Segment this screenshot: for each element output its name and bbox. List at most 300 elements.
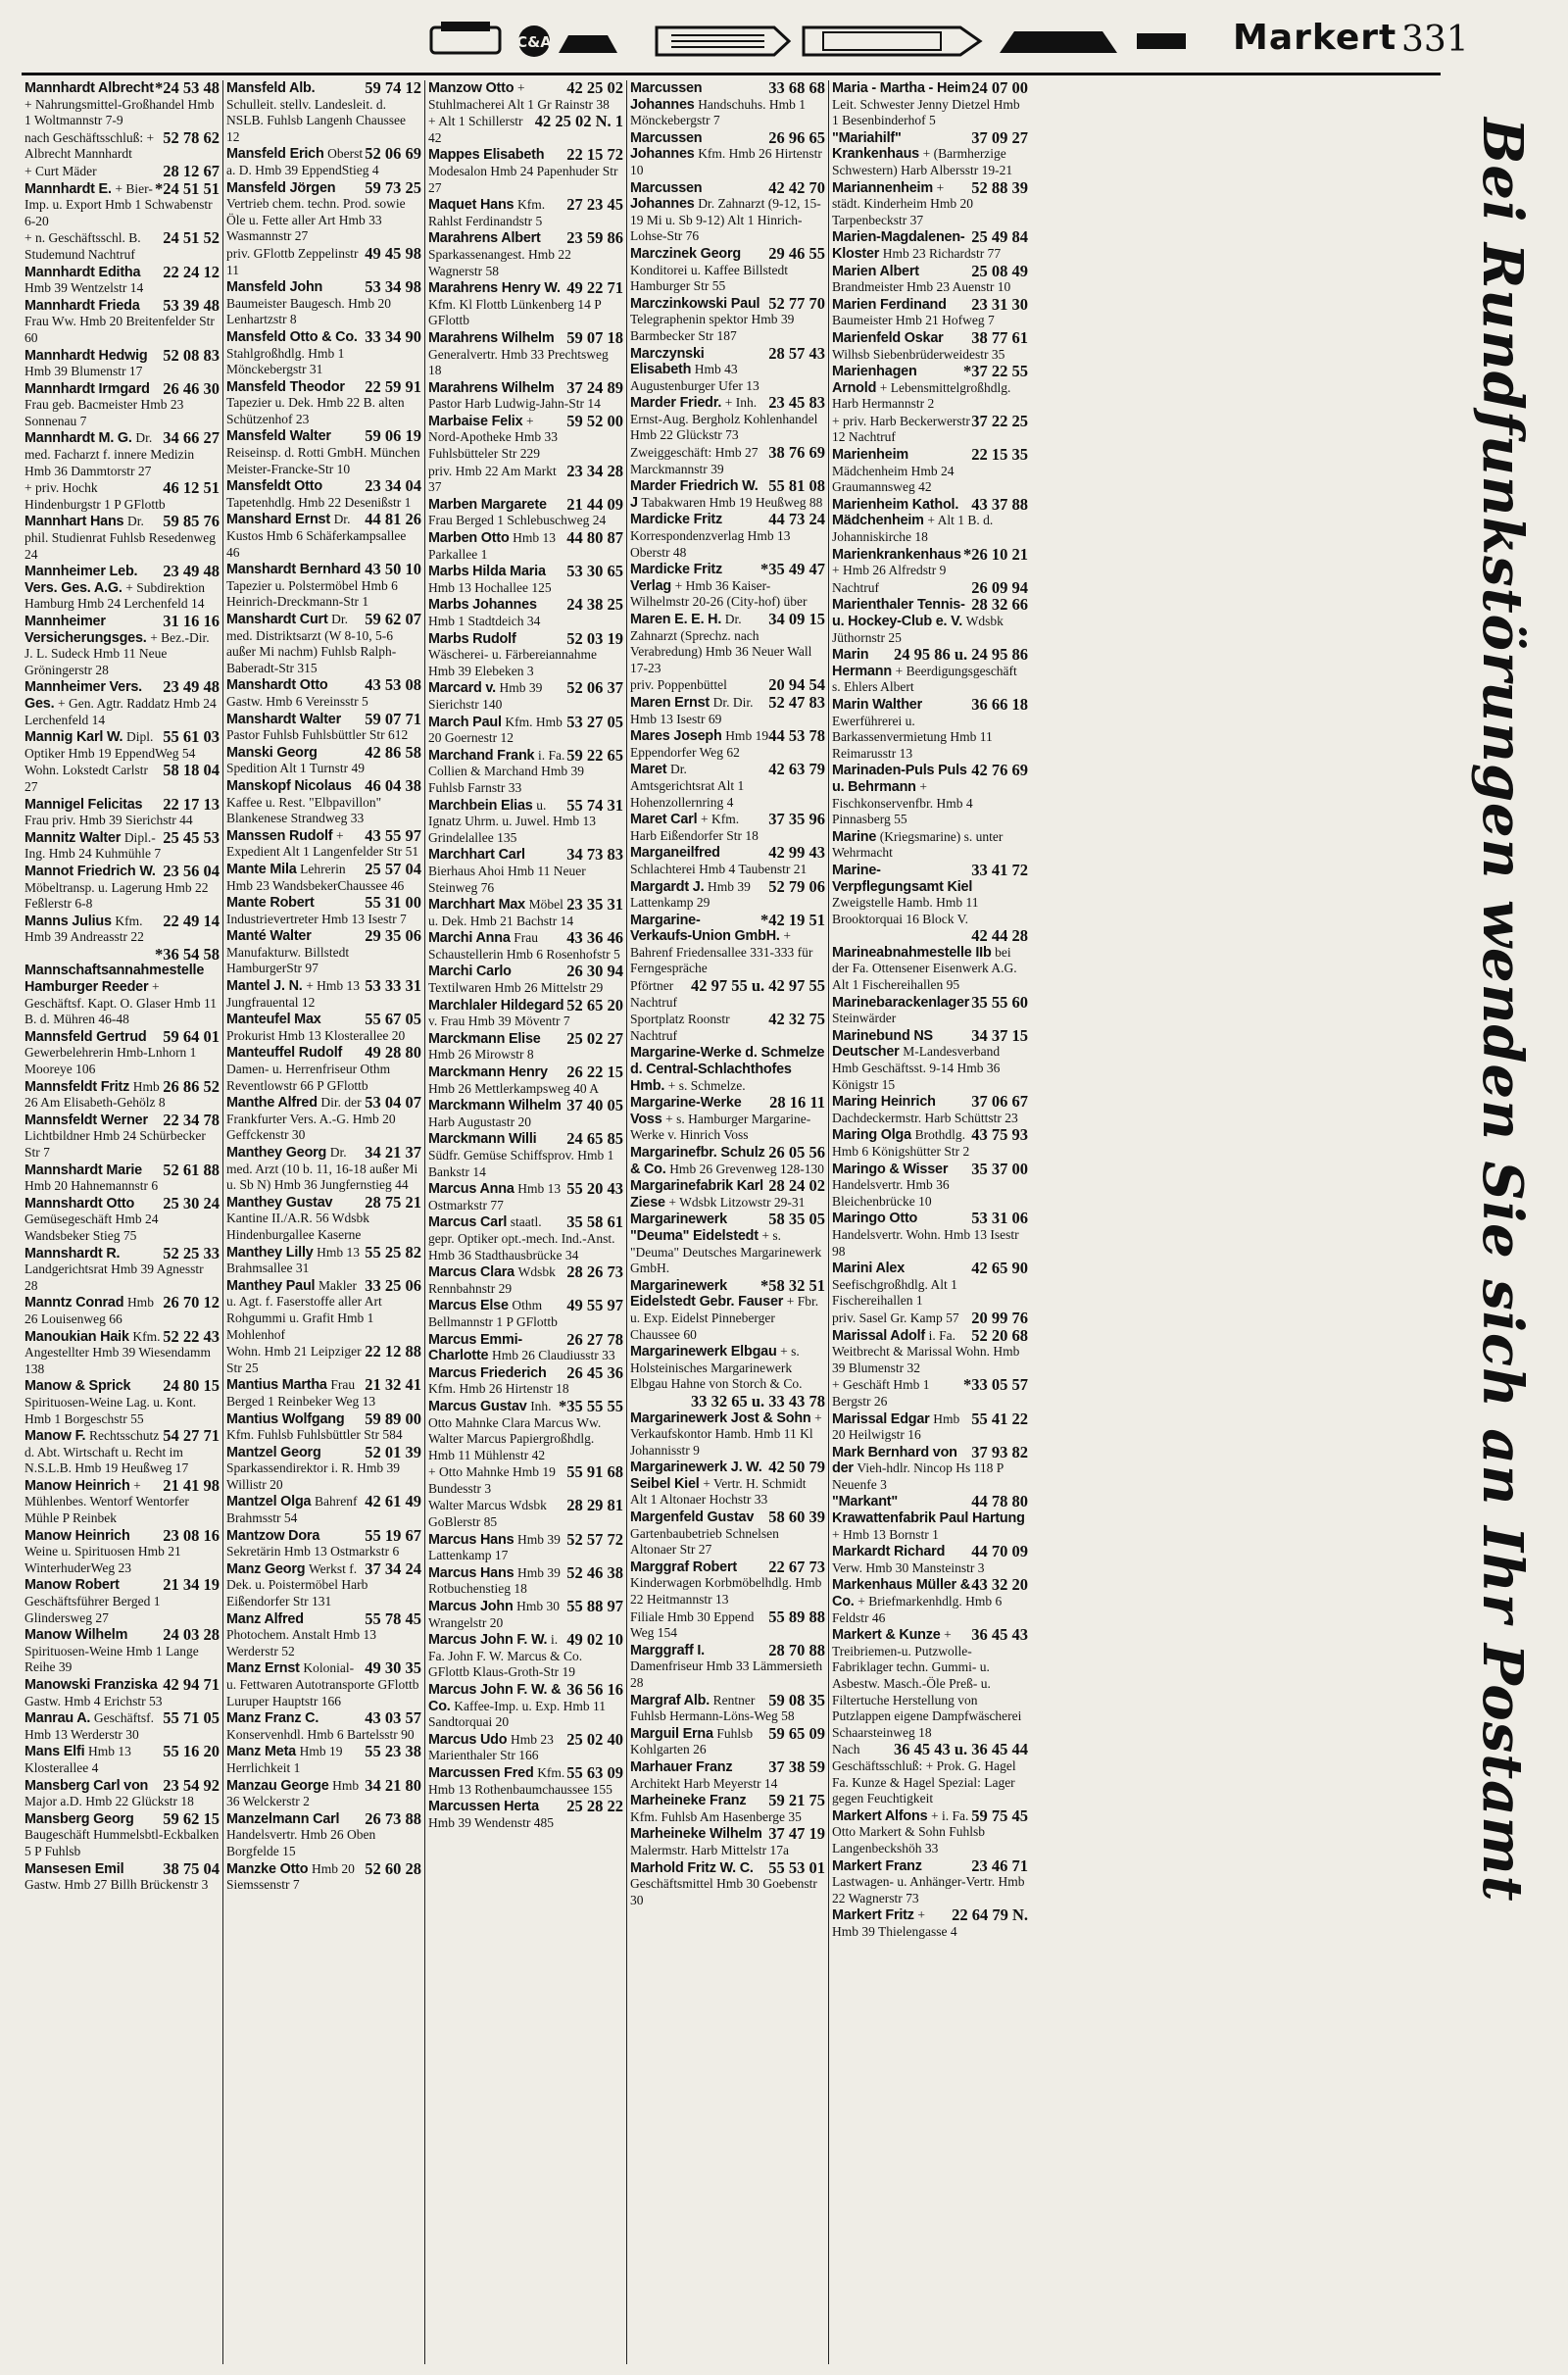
directory-entry bbox=[226, 478, 421, 511]
directory-entry bbox=[24, 161, 220, 180]
entry-name: Marczinkowski Paul bbox=[630, 295, 760, 312]
entry-name: Marhauer Franz bbox=[630, 1758, 733, 1775]
entry-name: Marinebarackenlager bbox=[832, 994, 970, 1011]
directory-entry bbox=[24, 1808, 220, 1860]
entry-name: Marahrens Wilhelm bbox=[428, 379, 555, 396]
directory-entry bbox=[428, 1329, 623, 1364]
entry-name: Marchi Anna bbox=[428, 930, 511, 947]
entry-name: Manteufel Max bbox=[226, 1012, 321, 1028]
entry-details: Korrespondenzverlag Hmb 13 Oberstr 48 bbox=[630, 528, 791, 560]
entry-details: Schlachterei Hmb 4 Taubenstr 21 bbox=[630, 861, 808, 876]
entry-phone: 43 03 57 bbox=[365, 1708, 421, 1728]
entry-details: Spirituosen-Weine Lag. u. Kont. Hmb 1 Borgeschstr 55 bbox=[24, 1394, 197, 1426]
entry-details: Kfm. Fuhlsb Am Hasenberge 35 bbox=[630, 1808, 802, 1824]
entry-details: i. Fa. John F. W. Marcus & Co. GFlottb Klaus-Groth-Str 19 bbox=[428, 1632, 583, 1680]
entry-details: priv. Hmb 22 Am Markt 37 bbox=[428, 463, 557, 495]
directory-entry bbox=[428, 745, 623, 797]
entry-details: Lehrerin Hmb 23 WandsbekerChaussee 46 bbox=[226, 861, 405, 893]
entry-details: Landgerichtsrat Hmb 39 Agnesstr 28 bbox=[24, 1262, 204, 1293]
entry-phone: 25 02 40 bbox=[566, 1729, 623, 1749]
entry-name: Marcus John F. W. & Co. bbox=[428, 1682, 562, 1714]
entry-phone: 59 75 45 bbox=[971, 1806, 1028, 1825]
entry-phone: 43 37 88 bbox=[971, 494, 1028, 514]
entry-phone: 21 34 19 bbox=[163, 1575, 220, 1595]
entry-phone: 31 16 16 bbox=[163, 612, 220, 630]
entry-name: Manz Ernst bbox=[226, 1660, 300, 1677]
entry-details: Hmb 36 Welckerstr 2 bbox=[226, 1777, 360, 1809]
entry-phone: 25 45 53 bbox=[163, 827, 220, 847]
entry-phone: 44 78 80 bbox=[971, 1492, 1028, 1511]
directory-entry bbox=[630, 1460, 825, 1509]
entry-name: Maring Heinrich bbox=[832, 1094, 936, 1111]
entry-details: + i. Fa. Otto Markert & Sohn Fuhlsb Langenbeckshöh 33 bbox=[832, 1807, 986, 1855]
directory-entry bbox=[832, 1261, 1028, 1310]
entry-details: Dipl. Optiker Hmb 19 EppendWeg 54 bbox=[24, 729, 196, 761]
column-4 bbox=[627, 80, 829, 2364]
directory-entry bbox=[630, 1723, 825, 1758]
directory-entry bbox=[226, 1045, 421, 1094]
entry-details: Gastw. Hmb 27 Billh Brückenstr 3 bbox=[24, 1877, 209, 1893]
entry-phone: 55 19 67 bbox=[365, 1525, 421, 1545]
entry-details: bei der Fa. Ottensener Eisenwerk A.G. Alt 1 Fischereihallen 95 bbox=[832, 944, 1017, 993]
entry-phone: 52 46 38 bbox=[566, 1562, 623, 1582]
entry-name: Marbaise Felix bbox=[428, 413, 523, 429]
entry-phone: 22 49 14 bbox=[163, 911, 220, 930]
entry-name: Marienfeld Oskar bbox=[832, 329, 944, 346]
directory-entry bbox=[630, 478, 825, 511]
entry-phone: 28 16 11 bbox=[769, 1093, 825, 1113]
entry-name: Manzau George bbox=[226, 1777, 329, 1794]
entry-details: Spirituosen-Weine Hmb 1 Lange Reihe 39 bbox=[24, 1643, 199, 1675]
entry-details: Hmb 26 Mirowstr 8 bbox=[428, 1047, 534, 1063]
entry-details: + Geschäft Hmb 1 Bergstr 26 bbox=[832, 1377, 930, 1409]
directory-entry bbox=[428, 1729, 623, 1764]
entry-details: priv. GFlottb Zeppelinstr 11 bbox=[226, 245, 359, 277]
entry-phone: 34 21 80 bbox=[365, 1775, 421, 1795]
directory-entry bbox=[226, 612, 421, 676]
entry-phone: 28 12 67 bbox=[163, 161, 220, 180]
directory-entry bbox=[630, 910, 825, 977]
directory-entry bbox=[226, 279, 421, 328]
entry-details: Makler u. Agt. f. Faserstoffe aller Art Rohgummi u. Grafit Hmb 1 Mohlenhof bbox=[226, 1277, 382, 1342]
entry-details: Kfm. Hmb 20 Goernestr 12 bbox=[428, 714, 563, 746]
directory-entry bbox=[226, 775, 421, 827]
directory-entry bbox=[630, 1095, 825, 1144]
entry-phone: 23 59 86 bbox=[566, 228, 623, 248]
entry-details: Handschuhs. Hmb 1 Mönckebergstr 7 bbox=[630, 96, 807, 128]
entry-details: Photochem. Anstalt Hmb 13 Werderstr 52 bbox=[226, 1627, 376, 1658]
entry-name: Maringo Otto bbox=[832, 1211, 918, 1227]
entry-details: Dr. med. Distriktsarzt (W 8-10, 5-6 außer Mi nachm) Fuhlsb Ralph-Baberadt-Str 315 bbox=[226, 612, 397, 675]
entry-phone: 49 22 71 bbox=[566, 278, 623, 298]
entry-name: Markert & Kunze bbox=[832, 1627, 941, 1644]
entry-details: + Fbr. u. Exp. Eidelst Pinneberger Chaussee 60 bbox=[630, 1294, 819, 1342]
directory-entry bbox=[24, 345, 220, 380]
directory-entry bbox=[24, 1428, 220, 1477]
entry-name: Mansfeld Jörgen bbox=[226, 179, 336, 196]
entry-phone: 42 97 55 u. 42 97 55 bbox=[690, 976, 825, 996]
entry-details: Schulleit. stellv. Landesleit. d. NSLB. Fuhlsb Langenh Chaussee 12 bbox=[226, 96, 406, 144]
entry-details: Brandmeister Hmb 23 Auenstr 10 bbox=[832, 279, 1011, 295]
column-5 bbox=[829, 80, 1031, 2364]
entry-details: Seefischgroßhdlg. Alt 1 Fischereihallen 1 bbox=[832, 1276, 957, 1309]
entry-details: Kfm. Angestellter Hmb 39 Wiesendamm 138 bbox=[24, 1328, 212, 1376]
entry-details: Lastwagen- u. Anhänger-Vertr. Hmb 22 Wagnerstr 73 bbox=[832, 1874, 1025, 1905]
entry-details: + Stuhlmacherei Alt 1 Gr Rainstr 38 bbox=[428, 80, 610, 112]
directory-entry bbox=[630, 177, 825, 245]
entry-name: Margarinefabrik Karl Ziese bbox=[630, 1178, 763, 1211]
entry-phone: 49 30 35 bbox=[365, 1658, 421, 1678]
directory-entry bbox=[428, 795, 623, 847]
entry-details: + priv. Hochk Hindenburgstr 1 P GFlottb bbox=[24, 480, 166, 512]
entry-phone: *26 10 21 bbox=[963, 544, 1028, 564]
directory-entry bbox=[630, 512, 825, 561]
column-1 bbox=[22, 80, 223, 2364]
entry-name: Marganeilfred bbox=[630, 845, 720, 862]
directory-entry bbox=[428, 1632, 623, 1681]
entry-details: Dr. Zahnarzt (Sprechz. nach Verabredung) Hmb 36 Neuer Wall 17-23 bbox=[630, 612, 812, 675]
entry-name: Marckmann Henry bbox=[428, 1064, 548, 1081]
entry-details: + Subdirektion Hamburg Hmb 24 Lerchenfeld 14 bbox=[24, 579, 206, 612]
entry-details: Hmb 39 Sierichstr 140 bbox=[428, 680, 543, 712]
directory-entry bbox=[226, 859, 421, 894]
entry-details: Kaffee-Imp. u. Exp. Hmb 11 Sandtorquai 20 bbox=[428, 1698, 607, 1730]
entry-name: Marcussen Herta bbox=[428, 1799, 539, 1815]
entry-details: Kfm. Hmb 26 Hirtenstr 10 bbox=[630, 146, 822, 177]
entry-phone: 33 32 65 u. 33 43 78 bbox=[690, 1391, 825, 1410]
entry-phone: 24 38 25 bbox=[566, 595, 623, 615]
entry-name: Marckmann Willi bbox=[428, 1131, 537, 1148]
entry-name: Manz Alfred bbox=[226, 1610, 304, 1627]
entry-details: + Nord-Apotheke Hmb 33 Fuhlsbütteler Str 229 bbox=[428, 413, 558, 462]
directory-entry bbox=[428, 1098, 623, 1130]
directory-entry bbox=[24, 1775, 220, 1810]
entry-phone: 52 77 70 bbox=[768, 293, 825, 313]
entry-phone: 26 09 94 bbox=[971, 577, 1028, 597]
entry-details: Hmb 26 Am Elisabeth-Gehölz 8 bbox=[24, 1078, 166, 1111]
entry-details: Hmb 13 Klosterallee 4 bbox=[24, 1744, 131, 1775]
entry-details: Gastw. Hmb 6 Vereinsstr 5 bbox=[226, 693, 368, 709]
entry-phone: 33 68 68 bbox=[768, 80, 825, 97]
entry-details: Frau Berged 1 Schlebuschweg 24 bbox=[428, 513, 607, 528]
entry-phone: 37 24 89 bbox=[566, 377, 623, 397]
directory-entry bbox=[428, 197, 623, 229]
directory-entry bbox=[24, 295, 220, 347]
entry-name: Marchbein Elias bbox=[428, 797, 533, 814]
entry-phone: 28 57 43 bbox=[768, 343, 825, 363]
entry-phone: 24 95 86 u. 24 95 86 bbox=[893, 645, 1028, 665]
entry-phone: 42 99 43 bbox=[768, 843, 825, 863]
entry-phone: 58 18 04 bbox=[163, 761, 220, 780]
directory-entry bbox=[226, 376, 421, 428]
entry-phone: 43 32 20 bbox=[971, 1575, 1028, 1595]
entry-phone: 53 27 05 bbox=[566, 712, 623, 731]
directory-entry bbox=[24, 911, 220, 946]
entry-name: Marcus Gustav bbox=[428, 1398, 527, 1414]
entry-name: Manow Heinrich bbox=[24, 1527, 130, 1544]
entry-phone: 52 65 20 bbox=[566, 995, 623, 1014]
entry-name: Marheineke Wilhelm bbox=[630, 1826, 762, 1843]
entry-details: Tabakwaren Hmb 19 Heußweg 88 bbox=[641, 494, 823, 510]
entry-name: Mannhardt E. bbox=[24, 180, 112, 197]
entry-name: Maquet Hans bbox=[428, 197, 514, 214]
directory-entry bbox=[630, 876, 825, 912]
entry-name: Manzke Otto bbox=[226, 1860, 309, 1877]
entry-details: Sekretärin Hmb 13 Ostmarkstr 6 bbox=[226, 1544, 400, 1559]
entry-phone: 35 58 61 bbox=[566, 1212, 623, 1232]
entry-name: Marcussen Johannes bbox=[630, 179, 703, 213]
entry-name: Mantius Martha bbox=[226, 1377, 327, 1394]
directory-entry bbox=[226, 1344, 421, 1376]
entry-details: Kfm. Hmb 39 Andreasstr 22 bbox=[24, 913, 144, 945]
entry-name: Manrau A. bbox=[24, 1710, 91, 1727]
entry-details: Hmb 20 Hahnemannstr 6 bbox=[24, 1178, 159, 1194]
entry-phone: 23 46 71 bbox=[971, 1855, 1028, 1875]
directory-entry bbox=[226, 742, 421, 777]
entry-details: + Wdsbk Litzowstr 29-31 bbox=[668, 1194, 806, 1210]
entry-name: Margarine-Verkaufs-Union GmbH. bbox=[630, 912, 780, 945]
entry-phone: 55 16 20 bbox=[163, 1742, 220, 1761]
entry-phone: 59 85 76 bbox=[163, 512, 220, 531]
entry-phone: 29 46 55 bbox=[768, 243, 825, 263]
entry-name: Mansfeld Alb. bbox=[226, 80, 316, 96]
entry-phone: 26 45 36 bbox=[566, 1362, 623, 1382]
entry-phone: 37 34 24 bbox=[365, 1559, 421, 1578]
directory-entry bbox=[226, 1608, 421, 1660]
entry-phone: 22 24 12 bbox=[163, 262, 220, 281]
entry-details: Nach Geschäftsschluß: + Prok. G. Hagel Fa. Kunze & Hagel Spezial: Lager gegen Feuchtigkeit bbox=[832, 1742, 1016, 1806]
directory-entry bbox=[24, 262, 220, 297]
entry-phone: 35 37 00 bbox=[971, 1159, 1028, 1178]
entry-phone: 53 04 07 bbox=[365, 1093, 421, 1113]
entry-phone: 26 30 94 bbox=[566, 962, 623, 981]
entry-details: Geschäftsführer Berged 1 Glindersweg 27 bbox=[24, 1594, 161, 1625]
entry-phone: 37 06 67 bbox=[971, 1092, 1028, 1112]
directory-entry bbox=[24, 430, 220, 479]
entry-details: priv. Sasel Gr. Kamp 57 bbox=[832, 1310, 959, 1325]
entry-phone: 43 50 10 bbox=[365, 560, 421, 579]
entry-phone: 23 34 28 bbox=[566, 461, 623, 480]
entry-phone: 42 50 79 bbox=[768, 1458, 825, 1477]
entry-details: Architekt Harb Meyerstr 14 bbox=[630, 1775, 778, 1791]
entry-details: Dipl.-Ing. Hmb 24 Kuhmühle 7 bbox=[24, 829, 162, 862]
directory-entry bbox=[832, 1325, 1028, 1377]
entry-details: Dachdeckermstr. Harb Schüttstr 23 bbox=[832, 1110, 1018, 1125]
entry-details: Industrievertreter Hmb 13 Isestr 7 bbox=[226, 911, 407, 926]
entry-phone: 22 64 79 N. bbox=[952, 1905, 1028, 1925]
entry-details: Verw. Hmb 30 Mansteinstr 3 bbox=[832, 1559, 985, 1575]
entry-name: Manz Georg bbox=[226, 1560, 306, 1577]
directory-entry bbox=[428, 995, 623, 1030]
entry-name: Marckmann Wilhelm bbox=[428, 1098, 562, 1114]
entry-name: Marder Friedrich W. J bbox=[630, 478, 759, 511]
entry-name: Mardicke Fritz Verlag bbox=[630, 562, 722, 594]
entry-phone: 23 49 48 bbox=[163, 562, 220, 581]
entry-details: Kfm. Hmb 26 Hirtenstr 18 bbox=[428, 1381, 569, 1397]
entry-name: Mannshardt Marie bbox=[24, 1162, 142, 1178]
entry-details: + Geschäftsf. Kapt. O. Glaser Hmb 11 B. d. Mühren 46-48 bbox=[24, 979, 217, 1027]
directory-entry bbox=[226, 1242, 421, 1277]
entry-phone: 59 65 09 bbox=[768, 1723, 825, 1743]
entry-phone: 52 01 39 bbox=[365, 1442, 421, 1461]
entry-phone: 52 06 69 bbox=[365, 144, 421, 164]
entry-name: Mannsfeld Gertrud bbox=[24, 1028, 147, 1045]
entry-phone: 59 21 75 bbox=[768, 1791, 825, 1810]
entry-details: Rechtsschutz d. Abt. Wirtschaft u. Recht im N.S.L.B. Hmb 19 Heußweg 17 bbox=[24, 1428, 189, 1476]
entry-name: Mansfeld John bbox=[226, 279, 323, 296]
directory-entry bbox=[226, 825, 421, 861]
entry-phone: 42 25 02 bbox=[566, 80, 623, 97]
column-2 bbox=[223, 80, 425, 2364]
entry-phone: 58 35 05 bbox=[768, 1210, 825, 1229]
entry-details: Weine u. Spirituosen Hmb 21 WinterhuderWeg 23 bbox=[24, 1544, 181, 1575]
directory-entry bbox=[24, 80, 220, 129]
entry-phone: 22 34 78 bbox=[163, 1110, 220, 1129]
entry-details: Stahlgroßhdlg. Hmb 1 Mönckebergstr 31 bbox=[226, 345, 345, 377]
entry-phone: 28 70 88 bbox=[768, 1640, 825, 1659]
directory-entry bbox=[24, 178, 220, 230]
directory-entry bbox=[226, 1710, 421, 1743]
entry-name: Marien Albert bbox=[832, 263, 919, 279]
directory-entry bbox=[832, 447, 1028, 496]
entry-details: Zweiggeschäft: Hmb 27 Marckmannstr 39 bbox=[630, 445, 759, 476]
entry-phone: 28 32 66 bbox=[971, 595, 1028, 615]
entry-phone: 42 32 75 bbox=[768, 1010, 825, 1029]
directory-entry bbox=[428, 1529, 623, 1564]
directory-entry bbox=[24, 1710, 220, 1743]
entry-name: Mansfeld Otto & Co. bbox=[226, 328, 358, 345]
entry-details: Tapezier u. Polstermöbel Hmb 6 Heinrich-Dreckmann-Str 1 bbox=[226, 577, 398, 610]
directory-entry bbox=[630, 677, 825, 694]
entry-phone: 59 62 07 bbox=[365, 610, 421, 628]
entry-details: Wäscherei- u. Färbereiannahme Hmb 39 Elebeken 3 bbox=[428, 647, 598, 678]
entry-details: Fuhlsb Kohlgarten 26 bbox=[630, 1725, 754, 1757]
entry-details: + Hmb 26 Alfredstr 9 bbox=[832, 563, 947, 578]
entry-name: Marine-Verpflegungsamt Kiel bbox=[832, 862, 973, 895]
entry-details: Gewerbelehrerin Hmb-Lnhorn 1 Mooreye 106 bbox=[24, 1045, 197, 1077]
entry-name: Manteuffel Rudolf bbox=[226, 1045, 343, 1062]
entry-name: Maren E. E. H. bbox=[630, 612, 722, 627]
entry-details: + Curt Mäder bbox=[24, 163, 97, 178]
entry-details: Dr. Kustos Hmb 6 Schäferkampsallee 46 bbox=[226, 512, 407, 560]
directory-entry bbox=[428, 530, 623, 563]
directory-entry bbox=[226, 1377, 421, 1410]
entry-phone: 25 57 04 bbox=[365, 859, 421, 878]
entry-name: Mannheimer Versicherungsges. bbox=[24, 614, 147, 646]
entry-name: Marcus Else bbox=[428, 1298, 509, 1314]
directory-entry bbox=[226, 1012, 421, 1044]
entry-phone: 52 78 62 bbox=[163, 127, 220, 147]
directory-entry bbox=[24, 827, 220, 863]
entry-name: Marcus Udo bbox=[428, 1731, 508, 1748]
directory-entry bbox=[832, 327, 1028, 363]
directory-entry bbox=[24, 1326, 220, 1378]
directory-entry bbox=[24, 127, 220, 163]
entry-phone: 53 34 98 bbox=[365, 277, 421, 297]
directory-entry bbox=[630, 812, 825, 844]
directory-entry bbox=[832, 1627, 1028, 1741]
directory-entry bbox=[428, 1181, 623, 1213]
directory-entry bbox=[24, 861, 220, 913]
entry-phone: 20 94 54 bbox=[768, 675, 825, 695]
directory-entry bbox=[630, 978, 825, 1011]
directory-entry bbox=[832, 1211, 1028, 1260]
entry-details: Wilhsb Siebenbrüderweidestr 35 bbox=[832, 346, 1005, 362]
entry-details: Oberst a. D. Hmb 39 EppendStieg 4 bbox=[226, 146, 379, 177]
entry-phone: 24 03 28 bbox=[163, 1625, 220, 1645]
entry-details: Frau geb. Bacmeister Hmb 23 Sonnenau 7 bbox=[24, 397, 184, 428]
entry-phone: 55 81 08 bbox=[768, 476, 825, 496]
entry-name: Manskopf Nicolaus bbox=[226, 777, 352, 794]
entry-phone: 59 22 65 bbox=[566, 745, 623, 765]
entry-details: Hmb 23 Marienthaler Str 166 bbox=[428, 1731, 554, 1763]
directory-entry bbox=[24, 1160, 220, 1195]
entry-name: Marien-Magdalenen-Kloster bbox=[832, 229, 965, 262]
entry-name: Manntz Conrad bbox=[24, 1295, 124, 1311]
entry-details: Sportplatz Roonstr Nachtruf bbox=[630, 1012, 730, 1043]
directory-entry bbox=[832, 597, 1028, 646]
entry-phone: 44 53 78 bbox=[768, 726, 825, 746]
entry-phone: 21 44 09 bbox=[566, 494, 623, 514]
entry-name: Marchlaler Hildegard bbox=[428, 997, 564, 1014]
directory-entry bbox=[428, 930, 623, 963]
entry-details: Bierhaus Ahoi Hmb 11 Neuer Steinweg 76 bbox=[428, 863, 586, 895]
entry-details: Walter Marcus Wdsbk GoBlerstr 85 bbox=[428, 1498, 547, 1530]
entry-phone: 29 35 06 bbox=[365, 926, 421, 946]
directory-entry bbox=[832, 928, 1028, 993]
directory-entry bbox=[226, 1095, 421, 1144]
directory-entry bbox=[24, 230, 220, 263]
entry-name: Marien Ferdinand bbox=[832, 296, 947, 313]
entry-name: Marchand Frank bbox=[428, 747, 535, 764]
entry-name: Mansfeld Walter bbox=[226, 428, 331, 445]
directory-entry bbox=[24, 1076, 220, 1112]
entry-details: Gartenbaubetrieb Schnelsen Altonaer Str 27 bbox=[630, 1525, 779, 1558]
entry-details: Bahrenf Brahmsstr 54 bbox=[226, 1494, 358, 1526]
entry-details: Hmb 19 Eppendorfer Weg 62 bbox=[630, 728, 769, 760]
entry-phone: 36 66 18 bbox=[971, 694, 1028, 714]
entry-name: Mares Joseph bbox=[630, 728, 722, 745]
entry-name: Marben Margarete bbox=[428, 496, 547, 513]
entry-phone: 21 32 41 bbox=[365, 1375, 421, 1395]
entry-phone: 37 09 27 bbox=[971, 127, 1028, 147]
entry-name: Mannhart Hans bbox=[24, 514, 124, 530]
entry-name: Marineabnahmestelle IIb bbox=[832, 944, 992, 961]
entry-phone: 59 06 19 bbox=[365, 426, 421, 446]
directory-entry bbox=[630, 1178, 825, 1211]
entry-name: Mannitz Walter bbox=[24, 829, 122, 846]
directory-entry bbox=[428, 964, 623, 996]
entry-name: Margarine-Werke Voss bbox=[630, 1095, 742, 1127]
entry-name: Marcus Clara bbox=[428, 1264, 514, 1281]
directory-entry bbox=[630, 562, 825, 611]
entry-details: v. Frau Hmb 39 Möventr 7 bbox=[428, 1014, 570, 1029]
entry-phone: 42 42 70 bbox=[768, 177, 825, 197]
entry-details: Hmb 26 Grevenweg 128-130 bbox=[669, 1161, 825, 1176]
entry-phone: 28 26 73 bbox=[566, 1262, 623, 1282]
entry-details: M-Landesverband Hmb Geschäftsst. 9-14 Hmb 36 Königstr 15 bbox=[832, 1044, 1001, 1092]
directory-entry bbox=[226, 1808, 421, 1860]
directory-entry bbox=[832, 694, 1028, 762]
directory-entry bbox=[428, 712, 623, 747]
directory-entry bbox=[428, 564, 623, 596]
entry-name: Mans Elfi bbox=[24, 1744, 85, 1760]
entry-name: Manthe Alfred bbox=[226, 1095, 318, 1112]
entry-phone: 55 61 03 bbox=[163, 727, 220, 747]
entry-details: Hmb 43 Augustenburger Ufer 13 bbox=[630, 362, 760, 393]
entry-details: + Bier-Imp. u. Export Hmb 1 Schwabenstr 6-20 bbox=[24, 180, 213, 228]
directory-entry bbox=[428, 1131, 623, 1180]
